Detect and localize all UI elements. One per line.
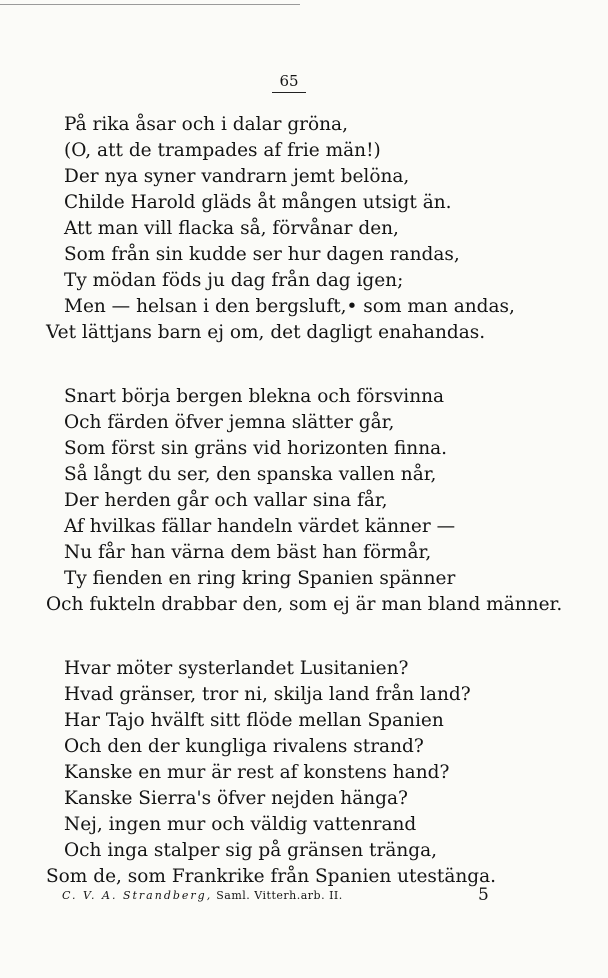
verse-line: Nu får han värna dem bäst han förmår, [64,542,432,563]
signature-footer [62,889,343,903]
verse-line: Att man vill flacka så, förvånar den, [64,218,399,239]
verse-line: Kanske Sierra's öfver nejden hänga? [64,788,408,809]
footer-author: C. V. A. Strandberg, [62,889,213,902]
verse-line: Kanske en mur är rest af konstens hand? [64,762,450,783]
verse-line: Childe Harold gläds åt mången utsigt än. [64,192,452,213]
verse-line: Hvar möter systerlandet Lusitanien? [64,658,409,679]
verse-line: Och inga stalper sig på gränsen tränga, [64,840,438,861]
verse-line: (O, att de trampades af frie män!) [64,140,381,161]
verse-line: Nej, ingen mur och väldig vattenrand [64,814,417,835]
verse-line: Men — helsan i den bergsluft,• som man andas, [64,296,515,317]
verse-line: Som från sin kudde ser hur dagen randas, [64,244,460,265]
verse-line: Ty fienden en ring kring Spanien spänner [64,568,456,589]
verse-line: Och den der kungliga rivalens strand? [64,736,424,757]
verse-last-line: Som de, som Frankrike från Spanien utestänga. [46,866,497,887]
verse-line: Så långt du ser, den spanska vallen når, [64,464,437,485]
verse-line: Och färden öfver jemna slätter går, [64,412,395,433]
top-edge-rule [0,4,300,5]
verse-line: Af hvilkas fällar handeln värdet känner — [64,516,456,537]
verse-line: Ty mödan föds ju dag från dag igen; [64,270,404,291]
page-number-underline [272,92,306,93]
verse-line: Der nya syner vandrarn jemt belöna, [64,166,410,187]
footer-work: Saml. Vitterh.arb. II. [216,889,343,902]
verse-last-line: Och fukteln drabbar den, som ej är man bland männer. [46,594,563,615]
verse-line: På rika åsar och i dalar gröna, [64,114,348,135]
verse-line: Som först sin gräns vid horizonten finna. [64,438,448,459]
verse-line: Hvad gränser, tror ni, skilja land från land? [64,684,471,705]
verse-line: Der herden går och vallar sina får, [64,490,388,511]
page-number: 65 [279,72,299,90]
verse-line: Snart börja bergen blekna och försvinna [64,386,445,407]
verse-last-line: Vet lättjans barn ej om, det dagligt enahandas. [46,322,486,343]
verse-line: Har Tajo hvälft sitt flöde mellan Spanien [64,710,444,731]
sheet-number: 5 [478,885,489,905]
